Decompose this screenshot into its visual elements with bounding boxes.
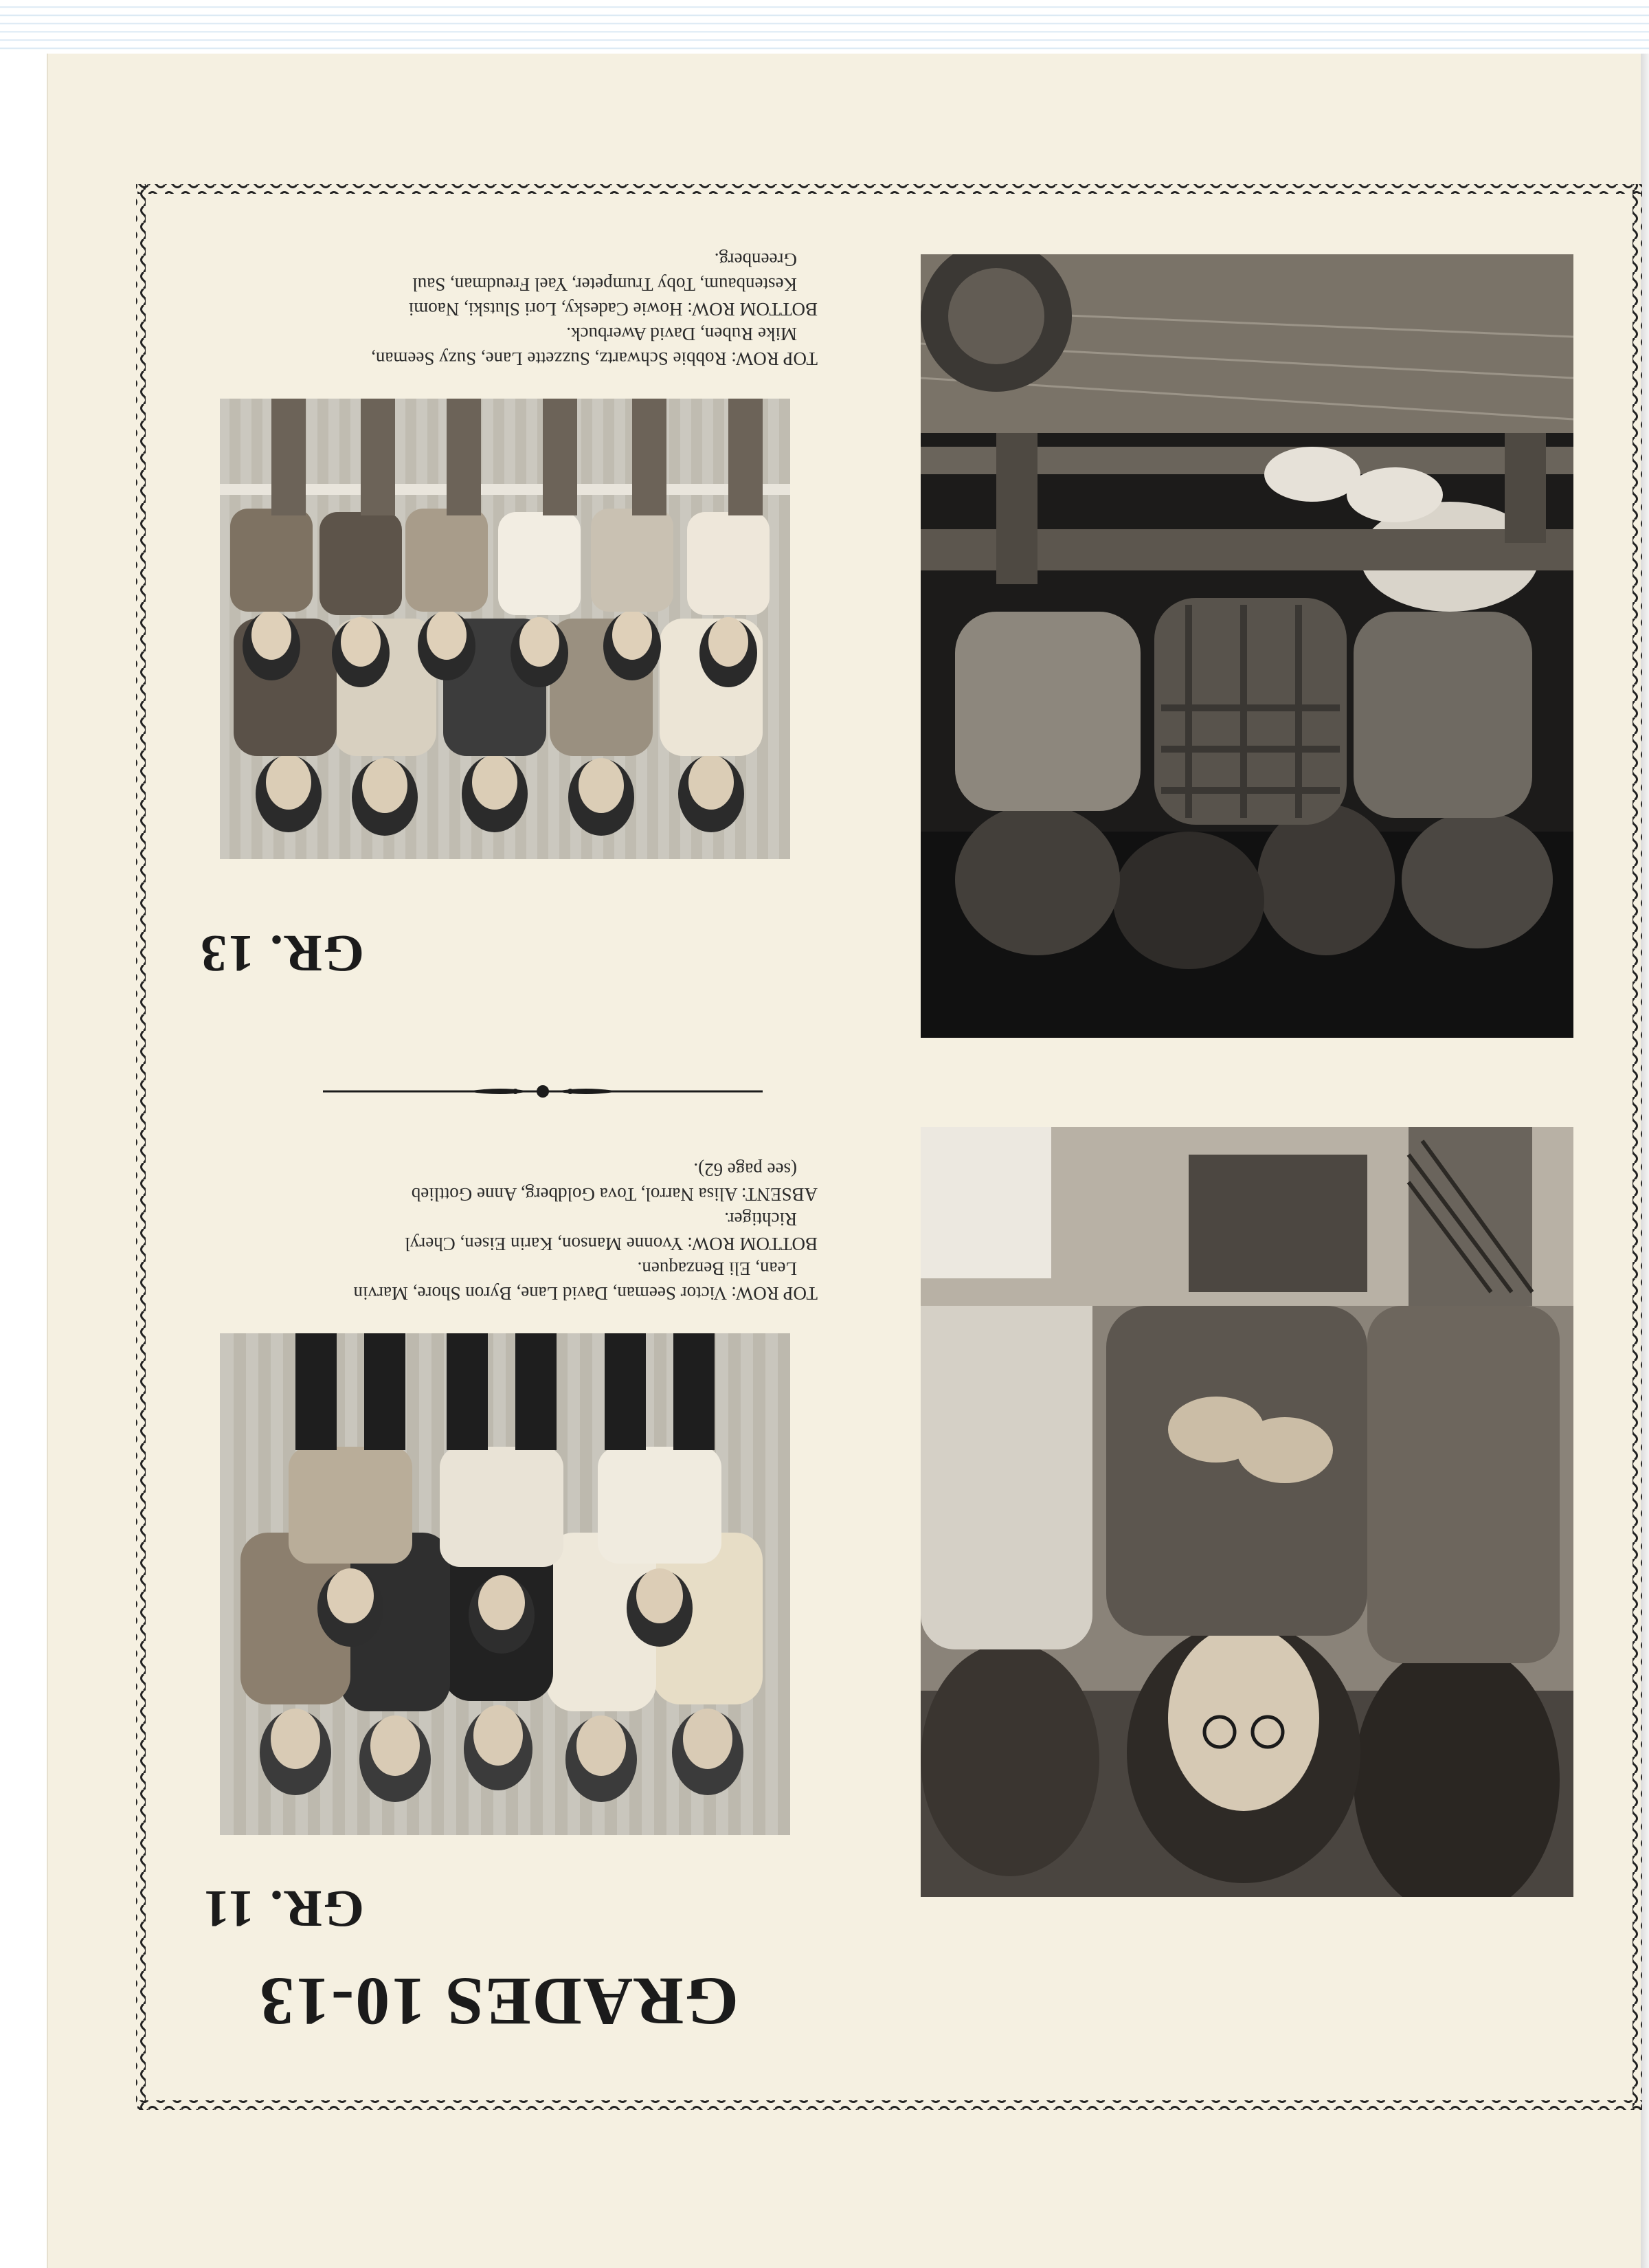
caption-line: (see page 62). <box>693 1159 797 1180</box>
caption-line: Lean, Eli Benzaquen. <box>637 1258 797 1279</box>
section-heading-grade-11: GR. 11 <box>202 1880 364 1937</box>
caption-line: Kestenbaum, Toby Trumpeter, Yael Freudman, Saul <box>412 274 797 295</box>
caption-grade-11 <box>186 1157 818 1306</box>
ornamental-divider <box>323 1083 763 1100</box>
class-photo-grade-13 <box>220 399 790 859</box>
caption-line: TOP ROW: Victor Seeman, David Lane, Byron Shore, Marvin <box>353 1283 818 1304</box>
caption-line: Richtiger. <box>724 1209 797 1230</box>
caption-line: ABSENT: Alisa Narrol, Tova Goldberg, Anne Gottlieb <box>411 1184 818 1205</box>
candid-photo-classroom <box>921 1127 1573 1897</box>
caption-line: Mike Ruben, David Awerbuck. <box>566 324 797 344</box>
caption-line: BOTTOM ROW: Yvonne Manson, Karin Eisen, Cheryl <box>405 1234 818 1254</box>
caption-line: Greenberg. <box>714 249 797 270</box>
caption-line: BOTTOM ROW: Howie Cadesky, Lori Slutski, Naomi <box>408 299 818 320</box>
page-title: GRADES 10-13 <box>258 1964 739 2040</box>
caption-line: TOP ROW: Robbie Schwartz, Suzzette Lane, Suzy Seeman, <box>371 348 818 369</box>
caption-grade-13 <box>186 247 818 371</box>
candid-photo-hayride <box>921 254 1573 1038</box>
class-photo-grade-11 <box>220 1333 790 1835</box>
section-heading-grade-13: GR. 13 <box>199 924 364 982</box>
